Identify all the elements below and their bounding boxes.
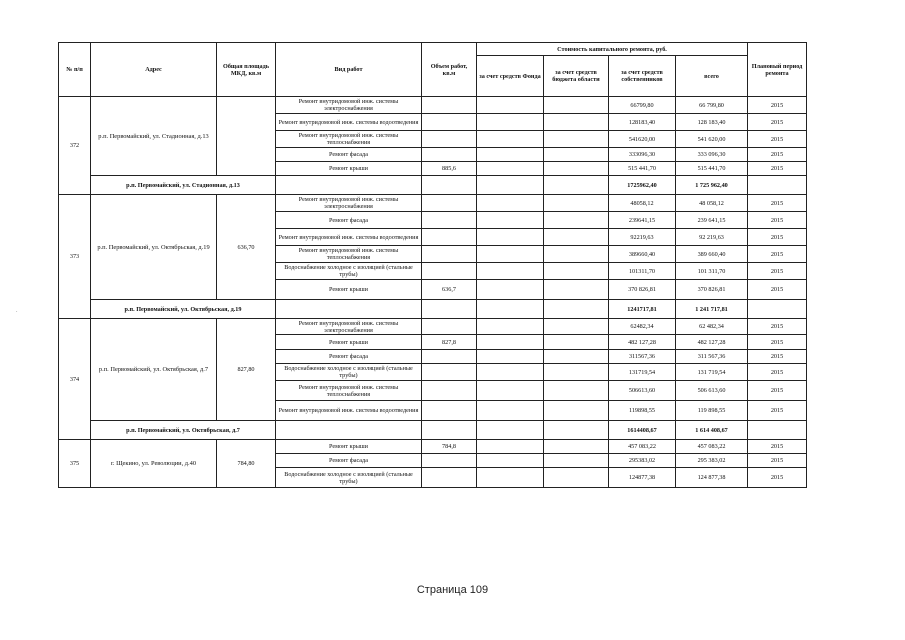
period-cell: 2015 xyxy=(748,195,807,212)
col-owners-header: за счет средств собственников xyxy=(609,56,676,97)
col-area-header: Общая площадь МКД, кв.м xyxy=(217,43,276,97)
work-type-cell: Ремонт внутридомовой инж. системы теплоснабжения xyxy=(276,246,422,263)
table-row xyxy=(59,97,807,114)
area-cell: 784,80 xyxy=(217,440,276,488)
row-number: 374 xyxy=(59,319,91,440)
work-type-cell: Ремонт внутридомовой инж. системы электроснабжения xyxy=(276,319,422,335)
volume-cell xyxy=(422,468,477,488)
fund-cell xyxy=(477,212,544,229)
volume-cell xyxy=(422,401,477,421)
subtotal-owners-cell: 1614408,67 xyxy=(609,421,676,440)
volume-cell xyxy=(422,148,477,162)
table-row xyxy=(59,319,807,335)
address-cell: г. Щекино, ул. Революции, д.40 xyxy=(91,440,217,488)
work-type-cell: Водоснабжение холодное с изоляцией (стальные трубы) xyxy=(276,468,422,488)
subtotal-period-cell xyxy=(748,300,807,319)
period-cell: 2015 xyxy=(748,280,807,300)
subtotal-work-cell xyxy=(276,176,422,195)
volume-cell xyxy=(422,97,477,114)
document-sheet xyxy=(58,42,806,488)
subtotal-owners-cell: 1241717,81 xyxy=(609,300,676,319)
budget-cell xyxy=(544,97,609,114)
volume-cell: 636,7 xyxy=(422,280,477,300)
total-cost-cell: 239 641,15 xyxy=(676,212,748,229)
period-cell: 2015 xyxy=(748,162,807,176)
fund-cell xyxy=(477,263,544,280)
work-type-cell: Ремонт внутридомовой инж. системы теплоснабжения xyxy=(276,381,422,401)
total-cost-cell: 506 613,60 xyxy=(676,381,748,401)
owners-cost-cell: 541620,00 xyxy=(609,131,676,148)
subtotal-budget-cell xyxy=(544,176,609,195)
fund-cell xyxy=(477,468,544,488)
period-cell: 2015 xyxy=(748,401,807,421)
volume-cell xyxy=(422,212,477,229)
budget-cell xyxy=(544,440,609,454)
total-cost-cell: 62 482,34 xyxy=(676,319,748,335)
subtotal-owners-cell: 1725962,40 xyxy=(609,176,676,195)
total-cost-cell: 370 826,81 xyxy=(676,280,748,300)
fund-cell xyxy=(477,350,544,364)
work-type-cell: Водоснабжение холодное с изоляцией (стальные трубы) xyxy=(276,364,422,381)
repair-table xyxy=(58,42,807,488)
work-type-cell: Ремонт крыши xyxy=(276,440,422,454)
work-type-cell: Ремонт фасада xyxy=(276,350,422,364)
owners-cost-cell: 124877,38 xyxy=(609,468,676,488)
total-cost-cell: 131 719,54 xyxy=(676,364,748,381)
subtotal-budget-cell xyxy=(544,421,609,440)
owners-cost-cell: 128183,40 xyxy=(609,114,676,131)
budget-cell xyxy=(544,454,609,468)
work-type-cell: Ремонт крыши xyxy=(276,162,422,176)
col-budget-header: за счет средств бюджета области xyxy=(544,56,609,97)
total-cost-cell: 515 441,70 xyxy=(676,162,748,176)
volume-cell: 885,6 xyxy=(422,162,477,176)
total-cost-cell: 124 877,38 xyxy=(676,468,748,488)
owners-cost-cell: 333096,30 xyxy=(609,148,676,162)
owners-cost-cell: 389660,40 xyxy=(609,246,676,263)
owners-cost-cell: 48058,12 xyxy=(609,195,676,212)
col-address-header: Адрес xyxy=(91,43,217,97)
subtotal-row xyxy=(59,300,807,319)
table-header xyxy=(59,43,807,97)
volume-cell xyxy=(422,114,477,131)
volume-cell xyxy=(422,364,477,381)
subtotal-fund-cell xyxy=(477,176,544,195)
work-type-cell: Ремонт внутридомовой инж. системы электроснабжения xyxy=(276,195,422,212)
period-cell: 2015 xyxy=(748,212,807,229)
period-cell: 2015 xyxy=(748,364,807,381)
volume-cell: 784,8 xyxy=(422,440,477,454)
fund-cell xyxy=(477,440,544,454)
subtotal-total-cell: 1 614 408,67 xyxy=(676,421,748,440)
subtotal-fund-cell xyxy=(477,421,544,440)
total-cost-cell: 92 219,63 xyxy=(676,229,748,246)
fund-cell xyxy=(477,131,544,148)
owners-cost-cell: 457 083,22 xyxy=(609,440,676,454)
owners-cost-cell: 66799,80 xyxy=(609,97,676,114)
volume-cell xyxy=(422,229,477,246)
volume-cell xyxy=(422,319,477,335)
budget-cell xyxy=(544,364,609,381)
area-cell: 827,80 xyxy=(217,319,276,421)
fund-cell xyxy=(477,280,544,300)
volume-cell: 827,8 xyxy=(422,335,477,350)
page-footer: Страница 109 xyxy=(416,584,489,596)
total-cost-cell: 311 567,36 xyxy=(676,350,748,364)
subtotal-label: р.п. Первомайский, ул. Стадионная, д.13 xyxy=(91,176,276,195)
budget-cell xyxy=(544,131,609,148)
fund-cell xyxy=(477,195,544,212)
work-type-cell: Ремонт внутридомовой инж. системы теплоснабжения xyxy=(276,131,422,148)
address-cell: р.п. Первомайский, ул. Стадионная, д.13 xyxy=(91,97,217,176)
subtotal-label: р.п. Первомайский, ул. Октябрьская, д.7 xyxy=(91,421,276,440)
col-total-header: всего xyxy=(676,56,748,97)
col-work-header: Вид работ xyxy=(276,43,422,97)
period-cell: 2015 xyxy=(748,440,807,454)
row-number: 375 xyxy=(59,440,91,488)
area-cell xyxy=(217,97,276,176)
area-cell: 636,70 xyxy=(217,195,276,300)
volume-cell xyxy=(422,381,477,401)
work-type-cell: Ремонт крыши xyxy=(276,280,422,300)
owners-cost-cell: 101311,70 xyxy=(609,263,676,280)
fund-cell xyxy=(477,319,544,335)
fund-cell xyxy=(477,454,544,468)
total-cost-cell: 389 660,40 xyxy=(676,246,748,263)
budget-cell xyxy=(544,246,609,263)
subtotal-total-cell: 1 725 962,40 xyxy=(676,176,748,195)
subtotal-work-cell xyxy=(276,300,422,319)
owners-cost-cell: 370 826,81 xyxy=(609,280,676,300)
work-type-cell: Ремонт фасада xyxy=(276,212,422,229)
subtotal-period-cell xyxy=(748,421,807,440)
owners-cost-cell: 239641,15 xyxy=(609,212,676,229)
budget-cell xyxy=(544,335,609,350)
budget-cell xyxy=(544,319,609,335)
budget-cell xyxy=(544,162,609,176)
total-cost-cell: 101 311,70 xyxy=(676,263,748,280)
volume-cell xyxy=(422,454,477,468)
subtotal-fund-cell xyxy=(477,300,544,319)
table-row xyxy=(59,195,807,212)
fund-cell xyxy=(477,229,544,246)
subtotal-row xyxy=(59,421,807,440)
total-cost-cell: 457 083,22 xyxy=(676,440,748,454)
period-cell: 2015 xyxy=(748,263,807,280)
col-fund-header: за счет средств Фонда xyxy=(477,56,544,97)
row-number: 373 xyxy=(59,195,91,319)
volume-cell xyxy=(422,350,477,364)
total-cost-cell: 295 383,02 xyxy=(676,454,748,468)
work-type-cell: Ремонт внутридомовой инж. системы водоотведения xyxy=(276,114,422,131)
col-num-header: № п/п xyxy=(59,43,91,97)
total-cost-cell: 128 183,40 xyxy=(676,114,748,131)
work-type-cell: Ремонт фасада xyxy=(276,454,422,468)
subtotal-volume-cell xyxy=(422,300,477,319)
period-cell: 2015 xyxy=(748,468,807,488)
period-cell: 2015 xyxy=(748,97,807,114)
scan-mark: . xyxy=(16,308,18,314)
period-cell: 2015 xyxy=(748,229,807,246)
period-cell: 2015 xyxy=(748,319,807,335)
period-cell: 2015 xyxy=(748,148,807,162)
work-type-cell: Ремонт внутридомовой инж. системы водоотведения xyxy=(276,401,422,421)
col-volume-header: Объем работ, кв.м xyxy=(422,43,477,97)
col-cost-group-header: Стоимость капитального ремонта, руб. xyxy=(477,43,748,56)
budget-cell xyxy=(544,148,609,162)
fund-cell xyxy=(477,401,544,421)
budget-cell xyxy=(544,381,609,401)
fund-cell xyxy=(477,381,544,401)
period-cell: 2015 xyxy=(748,131,807,148)
volume-cell xyxy=(422,246,477,263)
owners-cost-cell: 62482,34 xyxy=(609,319,676,335)
total-cost-cell: 66 799,80 xyxy=(676,97,748,114)
address-cell: р.п. Первомайский, ул. Октябрьская, д.19 xyxy=(91,195,217,300)
owners-cost-cell: 295383,02 xyxy=(609,454,676,468)
row-number: 372 xyxy=(59,97,91,195)
budget-cell xyxy=(544,229,609,246)
work-type-cell: Ремонт внутридомовой инж. системы водоотведения xyxy=(276,229,422,246)
total-cost-cell: 119 898,55 xyxy=(676,401,748,421)
budget-cell xyxy=(544,114,609,131)
fund-cell xyxy=(477,335,544,350)
volume-cell xyxy=(422,195,477,212)
total-cost-cell: 541 620,00 xyxy=(676,131,748,148)
total-cost-cell: 333 096,30 xyxy=(676,148,748,162)
table-body xyxy=(59,97,807,488)
fund-cell xyxy=(477,97,544,114)
volume-cell xyxy=(422,131,477,148)
subtotal-volume-cell xyxy=(422,176,477,195)
table-row xyxy=(59,440,807,454)
subtotal-period-cell xyxy=(748,176,807,195)
period-cell: 2015 xyxy=(748,246,807,263)
fund-cell xyxy=(477,148,544,162)
budget-cell xyxy=(544,401,609,421)
subtotal-label: р.п. Первомайский, ул. Октябрьская, д.19 xyxy=(91,300,276,319)
owners-cost-cell: 311567,36 xyxy=(609,350,676,364)
owners-cost-cell: 131719,54 xyxy=(609,364,676,381)
owners-cost-cell: 515 441,70 xyxy=(609,162,676,176)
period-cell: 2015 xyxy=(748,114,807,131)
subtotal-volume-cell xyxy=(422,421,477,440)
budget-cell xyxy=(544,280,609,300)
period-cell: 2015 xyxy=(748,381,807,401)
period-cell: 2015 xyxy=(748,335,807,350)
fund-cell xyxy=(477,364,544,381)
period-cell: 2015 xyxy=(748,350,807,364)
fund-cell xyxy=(477,246,544,263)
fund-cell xyxy=(477,114,544,131)
budget-cell xyxy=(544,263,609,280)
subtotal-budget-cell xyxy=(544,300,609,319)
budget-cell xyxy=(544,350,609,364)
total-cost-cell: 48 058,12 xyxy=(676,195,748,212)
owners-cost-cell: 482 127,28 xyxy=(609,335,676,350)
budget-cell xyxy=(544,468,609,488)
fund-cell xyxy=(477,162,544,176)
subtotal-work-cell xyxy=(276,421,422,440)
volume-cell xyxy=(422,263,477,280)
owners-cost-cell: 92219,63 xyxy=(609,229,676,246)
address-cell: р.п. Первомайский, ул. Октябрьская, д.7 xyxy=(91,319,217,421)
work-type-cell: Водоснабжение холодное с изоляцией (стальные трубы) xyxy=(276,263,422,280)
owners-cost-cell: 506613,60 xyxy=(609,381,676,401)
budget-cell xyxy=(544,195,609,212)
work-type-cell: Ремонт крыши xyxy=(276,335,422,350)
total-cost-cell: 482 127,28 xyxy=(676,335,748,350)
period-cell: 2015 xyxy=(748,454,807,468)
col-period-header: Плановый период ремонта xyxy=(748,43,807,97)
work-type-cell: Ремонт внутридомовой инж. системы электроснабжения xyxy=(276,97,422,114)
subtotal-total-cell: 1 241 717,81 xyxy=(676,300,748,319)
work-type-cell: Ремонт фасада xyxy=(276,148,422,162)
budget-cell xyxy=(544,212,609,229)
owners-cost-cell: 119898,55 xyxy=(609,401,676,421)
subtotal-row xyxy=(59,176,807,195)
